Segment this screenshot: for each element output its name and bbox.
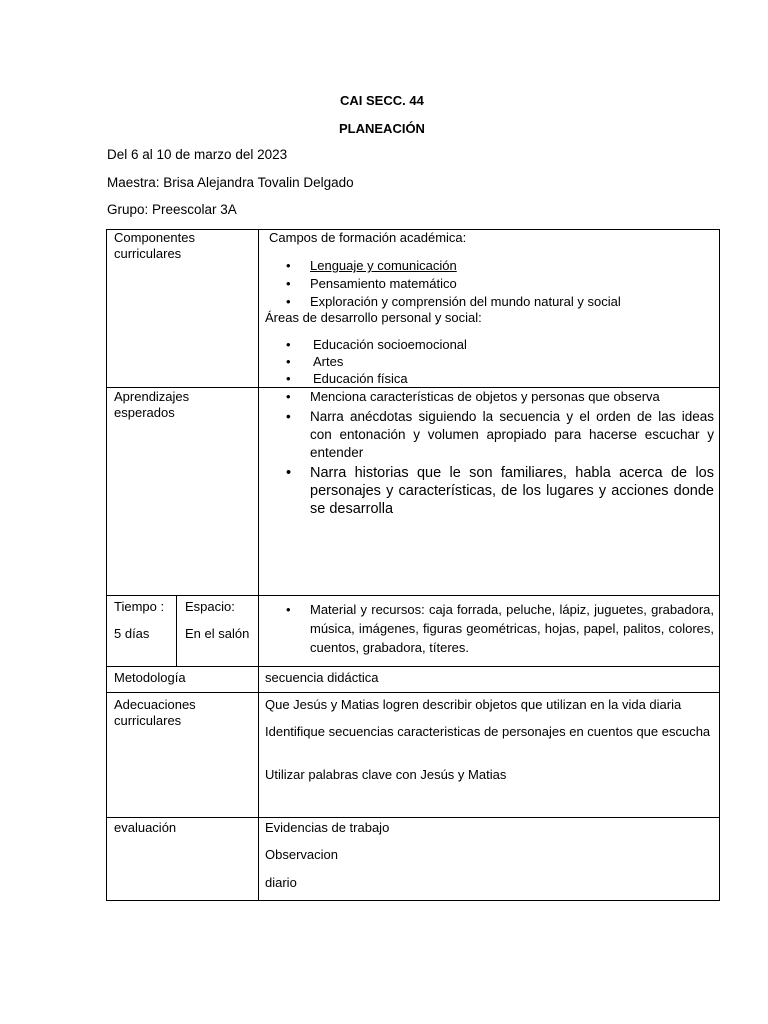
list-item: • Lenguaje y comunicación <box>266 258 716 274</box>
date-range: Del 6 al 10 de marzo del 2023 <box>107 147 288 162</box>
table-border-bottom <box>106 900 720 901</box>
label-metodologia: Metodología <box>114 670 186 685</box>
label-componentes: Componentes curriculares <box>114 230 195 261</box>
table-border-left <box>106 229 107 901</box>
list-item: • Exploración y comprensión del mundo natural y social <box>266 294 716 310</box>
column-divider <box>258 229 259 901</box>
adecuacion-line: Identifique secuencias caracteristicas de personajes en cuentos que escucha <box>265 724 711 739</box>
group-name: Grupo: Preescolar 3A <box>107 202 237 217</box>
materiales-list <box>266 600 714 657</box>
label-adecuaciones: Adecuaciones curriculares <box>114 697 196 728</box>
areas-heading: Áreas de desarrollo personal y social: <box>265 310 482 325</box>
label-evaluacion: evaluación <box>114 820 177 835</box>
list-item: • Educación física <box>266 371 716 387</box>
list-item: • Educación socioemocional <box>266 337 716 353</box>
evaluacion-line: diario <box>265 875 297 890</box>
school-name: CAI SECC. 44 <box>340 93 424 108</box>
tiempo-value: 5 días <box>114 626 150 641</box>
list-item: • Narra anécdotas siguiendo la secuencia y el orden de las ideas con entonación y volumen apropiado para hacerse escuchar y entender <box>266 408 714 462</box>
evaluacion-line: Evidencias de trabajo <box>265 820 390 835</box>
row-divider <box>106 817 720 818</box>
label-aprendizajes: Aprendizajes esperados <box>114 389 190 420</box>
document-title: PLANEACIÓN <box>339 121 425 136</box>
campos-heading: Campos de formación académica: <box>269 230 467 245</box>
metodologia-value: secuencia didáctica <box>265 670 379 685</box>
campos-list <box>266 258 716 310</box>
adecuacion-line: Utilizar palabras clave con Jesús y Matias <box>265 767 507 782</box>
list-item: • Pensamiento matemático <box>266 276 716 292</box>
evaluacion-line: Observacion <box>265 847 338 862</box>
row-divider <box>106 387 720 388</box>
table-border-right <box>719 229 720 901</box>
column-divider-tiempo <box>176 595 177 667</box>
list-item: • Artes <box>266 354 716 370</box>
row-divider <box>106 595 720 596</box>
list-item: • Narra historias que le son familiares, habla acerca de los personajes y características, de los lugares y acciones donde se desarrolla <box>266 464 714 518</box>
aprendizajes-list <box>266 389 714 518</box>
areas-list <box>266 337 716 387</box>
row-divider <box>106 692 720 693</box>
label-tiempo: Tiempo : <box>114 599 165 614</box>
list-item: • Material y recursos: caja forrada, peluche, lápiz, juguetes, grabadora, música, imágenes, figuras geométricas, hojas, papel, palitos, colores, cuentos, grabadora, títeres. <box>266 600 714 657</box>
teacher-name: Maestra: Brisa Alejandra Tovalin Delgado <box>107 175 354 190</box>
row-divider <box>106 666 720 667</box>
adecuacion-line: Que Jesús y Matias logren describir objetos que utilizan en la vida diaria <box>265 697 682 712</box>
label-espacio: Espacio: <box>185 599 235 614</box>
list-item: • Menciona características de objetos y personas que observa <box>266 389 714 405</box>
espacio-value: En el salón <box>185 626 250 641</box>
